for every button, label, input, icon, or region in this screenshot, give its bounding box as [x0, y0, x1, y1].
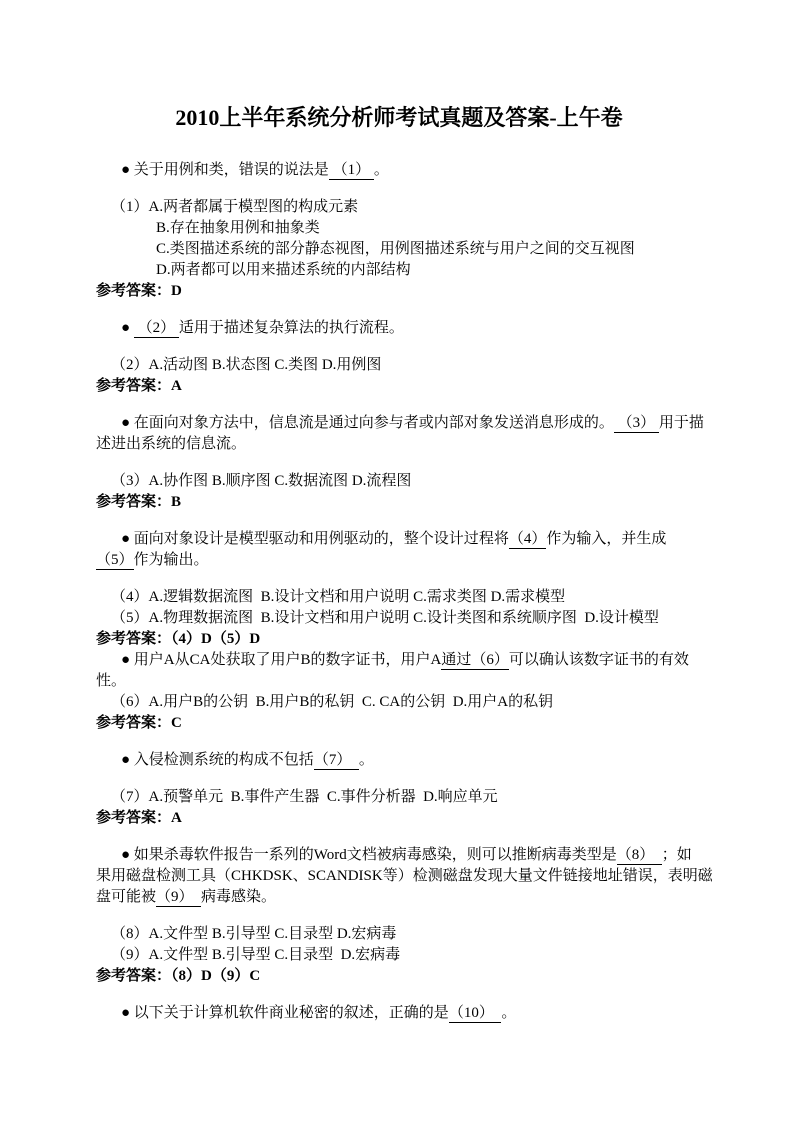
blank-line	[96, 987, 702, 1003]
question-stem-line	[96, 413, 702, 434]
text-segment: D.两者都可以用来描述系统的内部结构	[156, 262, 411, 278]
text-segment: （8）A.文件型 B.引导型 C.目录型 D.宏病毒	[111, 926, 397, 942]
suboption-line	[96, 260, 702, 281]
text-segment: （7）A.预警单元 B.事件产生器 C.事件分析器 D.响应单元	[111, 789, 498, 805]
text-segment: 参考答案：B	[96, 494, 182, 510]
text-segment: 参考答案：A	[96, 810, 182, 826]
text-segment: 作为输出。	[133, 552, 209, 568]
continuation-line	[96, 434, 702, 455]
text-segment: 果用磁盘检测工具（CHKDSK、SCANDISK等）检测磁盘发现大量文件链接地址错误，表明磁	[96, 868, 713, 884]
text-segment: 。	[501, 1005, 517, 1021]
text-segment: 。	[373, 162, 389, 178]
text-segment: ● 面向对象设计是模型驱动和用例驱动的，整个设计过程将	[121, 531, 509, 547]
continuation-line	[96, 887, 702, 908]
text-segment: ● 在面向对象方法中，信息流是通过向参与者或内部对象发送消息形成的。	[121, 415, 614, 431]
suboption-line	[96, 239, 702, 260]
text-segment: 适用于描述复杂算法的执行流程。	[178, 320, 404, 336]
option-line	[96, 197, 702, 218]
text-segment: （2）A.活动图 B.状态图 C.类图 D.用例图	[111, 357, 382, 373]
answer-blank: （4）	[508, 531, 547, 547]
text-segment: ● 入侵检测系统的构成不包括	[121, 752, 314, 768]
blank-line	[96, 181, 702, 197]
answer-blank: 通过（6）	[441, 652, 509, 668]
answer-line	[96, 808, 702, 829]
answer-blank: （5）	[96, 552, 134, 568]
text-segment: 作为输入，并生成	[546, 531, 667, 547]
text-segment: 述进出系统的信息流。	[96, 436, 247, 452]
text-segment: 。	[358, 752, 374, 768]
answer-line	[96, 629, 702, 650]
blank-line	[96, 455, 702, 471]
blank-line	[96, 771, 702, 787]
text-segment: 参考答案：D	[96, 283, 182, 299]
continuation-line	[96, 671, 702, 692]
question-stem-line	[96, 845, 702, 866]
continuation-line	[96, 550, 702, 571]
question-stem-line	[96, 529, 702, 550]
text-segment: （3）A.协作图 B.顺序图 C.数据流图 D.流程图	[111, 473, 412, 489]
suboption-line	[96, 218, 702, 239]
answer-blank: （9）	[156, 889, 202, 905]
text-segment: 用于描	[658, 415, 704, 431]
answer-blank: （1）	[328, 162, 374, 178]
answer-blank: （7）	[313, 752, 359, 768]
blank-line	[96, 734, 702, 750]
document-body	[96, 160, 713, 1024]
answer-line	[96, 281, 702, 302]
blank-line	[96, 339, 702, 355]
text-segment: B.存在抽象用例和抽象类	[156, 220, 320, 236]
text-segment: （9）A.文件型 B.引导型 C.目录型 D.宏病毒	[111, 947, 401, 963]
blank-line	[96, 302, 702, 318]
option-line	[96, 945, 702, 966]
text-segment: ● 关于用例和类，错误的说法是	[121, 162, 329, 178]
answer-blank: （10）	[448, 1005, 502, 1021]
option-line	[96, 787, 702, 808]
question-stem-line	[96, 318, 702, 339]
text-segment: 病毒感染。	[201, 889, 277, 905]
answer-line	[96, 966, 702, 987]
text-segment: 参考答案：（4）D（5）D	[96, 631, 261, 647]
blank-line	[96, 397, 702, 413]
text-segment: 盘可能被	[96, 889, 157, 905]
blank-line	[96, 908, 702, 924]
question-stem-line	[96, 650, 702, 671]
option-line	[96, 692, 702, 713]
question-stem-line	[96, 750, 702, 771]
blank-line	[96, 513, 702, 529]
text-segment: ● 用户A从CA处获取了用户B的数字证书，用户A	[121, 652, 442, 668]
text-segment: ● 以下关于计算机软件商业秘密的叙述，正确的是	[121, 1005, 449, 1021]
text-segment: 参考答案：C	[96, 715, 182, 731]
answer-blank: （3）	[613, 415, 659, 431]
option-line	[96, 471, 702, 492]
text-segment: （4）A.逻辑数据流图 B.设计文档和用户说明 C.需求类图 D.需求模型	[111, 589, 566, 605]
text-segment: （1）A.两者都属于模型图的构成元素	[111, 199, 359, 215]
text-segment: 参考答案：A	[96, 378, 182, 394]
option-line	[96, 608, 702, 629]
text-segment: ● 如果杀毒软件报告一系列的Word文档被病毒感染，则可以推断病毒类型是	[121, 847, 617, 863]
text-segment: （6）A.用户B的公钥 B.用户B的私钥 C. CA的公钥 D.用户A的私钥	[111, 694, 554, 710]
answer-blank: （2）	[133, 320, 179, 336]
text-segment: 性。	[96, 673, 127, 689]
blank-line	[96, 829, 702, 845]
question-stem-line	[96, 160, 702, 181]
answer-line	[96, 376, 702, 397]
answer-blank: （8）	[616, 847, 662, 863]
option-line	[96, 924, 702, 945]
option-line	[96, 587, 702, 608]
answer-line	[96, 492, 702, 513]
text-segment: ●	[121, 320, 134, 336]
continuation-line	[96, 866, 713, 887]
text-segment: 参考答案：（8）D（9）C	[96, 968, 261, 984]
answer-line	[96, 713, 702, 734]
text-segment: （5）A.物理数据流图 B.设计文档和用户说明 C.设计类图和系统顺序图 D.设计模型	[111, 610, 659, 626]
text-segment: C.类图描述系统的部分静态视图，用例图描述系统与用户之间的交互视图	[156, 241, 635, 257]
blank-line	[96, 571, 702, 587]
text-segment: ；如	[661, 847, 692, 863]
option-line	[96, 355, 702, 376]
text-segment: 可以确认该数字证书的有效	[508, 652, 689, 668]
question-stem-line	[96, 1003, 702, 1024]
document-title: 2010上半年系统分析师考试真题及答案-上午卷	[175, 105, 623, 130]
